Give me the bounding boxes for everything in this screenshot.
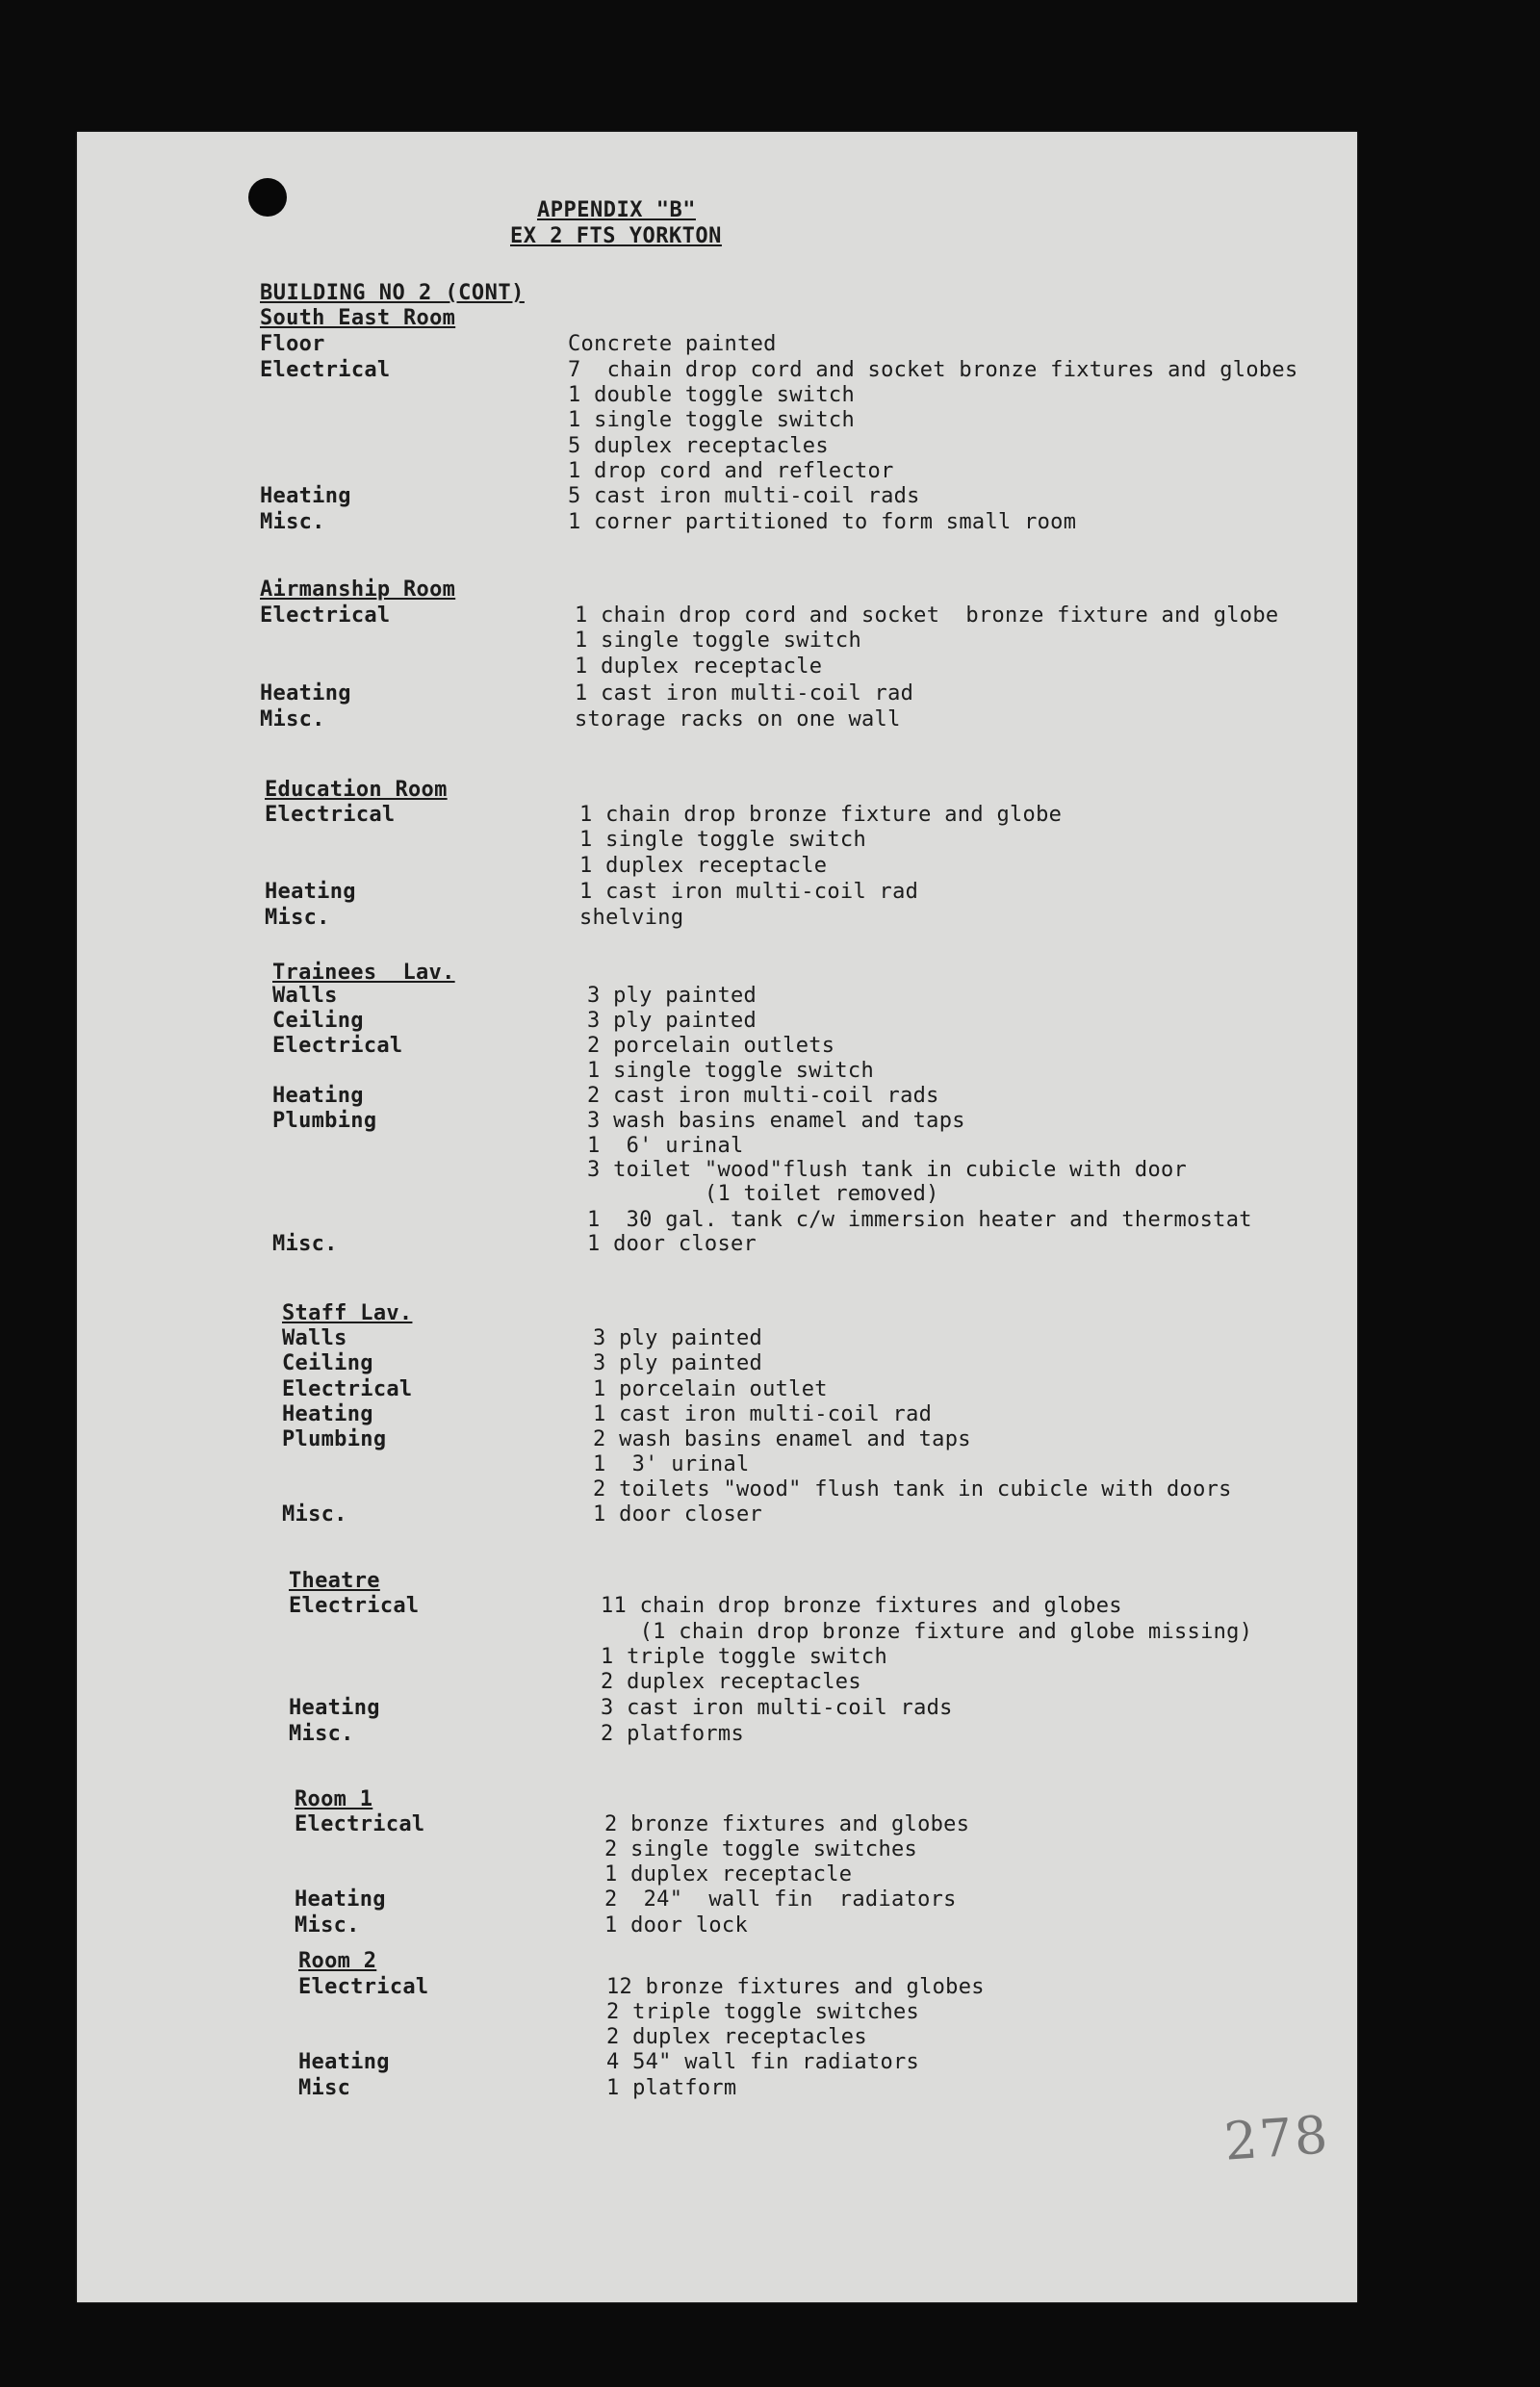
appendix-subtitle: EX 2 FTS YORKTON xyxy=(510,224,722,248)
row-value: 1 door lock xyxy=(604,1913,748,1938)
row-value: 1 porcelain outlet xyxy=(593,1377,828,1401)
row-label: Electrical xyxy=(260,603,391,628)
appendix-title: APPENDIX "B" xyxy=(537,198,696,222)
section-heading: Room 2 xyxy=(298,1949,377,1973)
row-label: Heating xyxy=(272,1084,364,1108)
row-value: 2 platforms xyxy=(601,1722,744,1746)
section-heading: Airmanship Room xyxy=(260,578,456,602)
row-label: Walls xyxy=(272,984,338,1008)
row-value: 3 ply painted xyxy=(593,1326,763,1350)
row-label: Walls xyxy=(282,1326,347,1350)
row-label: Electrical xyxy=(282,1377,413,1401)
row-value: 1 duplex receptacle xyxy=(604,1862,853,1886)
section-heading: Staff Lav. xyxy=(282,1301,413,1325)
row-label: Electrical xyxy=(289,1594,420,1618)
row-label: Ceiling xyxy=(272,1009,364,1033)
row-label: Heating xyxy=(289,1696,380,1720)
row-value: 3 ply painted xyxy=(587,984,757,1008)
row-label: Heating xyxy=(265,880,356,904)
row-value: shelving xyxy=(579,906,684,930)
row-label: Electrical xyxy=(272,1034,403,1058)
row-value: 1 platform xyxy=(606,2076,737,2100)
row-value: (1 chain drop bronze fixture and globe missing) xyxy=(601,1620,1253,1644)
row-value: 1 double toggle switch xyxy=(568,383,855,407)
row-value: 2 triple toggle switches xyxy=(606,2000,920,2024)
row-label: Misc. xyxy=(265,906,330,930)
row-label: Heating xyxy=(282,1402,373,1426)
row-value: 3 wash basins enamel and taps xyxy=(587,1109,965,1133)
row-value: 1 single toggle switch xyxy=(575,629,861,653)
row-label: Heating xyxy=(260,484,351,508)
row-value: 11 chain drop bronze fixtures and globes xyxy=(601,1594,1122,1618)
row-value: 1 30 gal. tank c/w immersion heater and thermostat xyxy=(587,1208,1252,1232)
row-value: 12 bronze fixtures and globes xyxy=(606,1975,985,1999)
row-value: 1 duplex receptacle xyxy=(575,654,823,679)
punch-hole xyxy=(248,178,287,217)
row-label: Electrical xyxy=(260,358,391,382)
row-value: 2 bronze fixtures and globes xyxy=(604,1812,970,1836)
row-label: Misc xyxy=(298,2076,351,2100)
section-heading: Room 1 xyxy=(295,1787,373,1811)
row-value: storage racks on one wall xyxy=(575,707,901,732)
row-label: Heating xyxy=(295,1887,386,1912)
row-value: 5 duplex receptacles xyxy=(568,434,829,458)
row-label: Misc. xyxy=(260,707,325,732)
row-label: Electrical xyxy=(295,1812,425,1836)
section-heading: Trainees Lav. xyxy=(272,961,455,985)
row-value: 4 54" wall fin radiators xyxy=(606,2050,920,2074)
row-label: Electrical xyxy=(298,1975,429,1999)
row-value: 1 cast iron multi-coil rad xyxy=(593,1402,933,1426)
row-label: Floor xyxy=(260,332,325,356)
row-value: 1 chain drop bronze fixture and globe xyxy=(579,803,1063,827)
row-label: Plumbing xyxy=(282,1427,387,1451)
row-label: Heating xyxy=(298,2050,390,2074)
row-value: 3 cast iron multi-coil rads xyxy=(601,1696,953,1720)
row-value: 3 toilet "wood"flush tank in cubicle with door xyxy=(587,1158,1188,1182)
row-value: 1 single toggle switch xyxy=(568,408,855,432)
row-value: 2 single toggle switches xyxy=(604,1837,918,1861)
row-value: 2 24" wall fin radiators xyxy=(604,1887,957,1912)
row-value: 2 duplex receptacles xyxy=(601,1670,861,1694)
row-value: 1 6' urinal xyxy=(587,1134,744,1158)
row-value: 1 duplex receptacle xyxy=(579,854,828,878)
row-value: 1 single toggle switch xyxy=(579,828,866,852)
row-value: 2 cast iron multi-coil rads xyxy=(587,1084,939,1108)
row-value: (1 toilet removed) xyxy=(587,1182,939,1206)
section-heading: South East Room xyxy=(260,306,456,330)
row-value: 1 triple toggle switch xyxy=(601,1645,887,1669)
row-value: 1 single toggle switch xyxy=(587,1059,874,1083)
row-value: 3 ply painted xyxy=(587,1009,757,1033)
row-value: 1 cast iron multi-coil rad xyxy=(579,880,919,904)
row-value: 2 porcelain outlets xyxy=(587,1034,835,1058)
row-label: Plumbing xyxy=(272,1109,377,1133)
row-label: Misc. xyxy=(260,510,325,534)
row-label: Misc. xyxy=(272,1232,338,1256)
row-value: 7 chain drop cord and socket bronze fixtures and globes xyxy=(568,358,1298,382)
row-value: Concrete painted xyxy=(568,332,777,356)
page-number: 278 xyxy=(1221,2104,1332,2172)
row-value: 1 corner partitioned to form small room xyxy=(568,510,1077,534)
row-value: 5 cast iron multi-coil rads xyxy=(568,484,920,508)
row-label: Misc. xyxy=(289,1722,354,1746)
row-label: Electrical xyxy=(265,803,396,827)
building-heading: BUILDING NO 2 (CONT) xyxy=(260,281,525,305)
row-value: 1 drop cord and reflector xyxy=(568,459,894,483)
row-value: 2 wash basins enamel and taps xyxy=(593,1427,971,1451)
row-value: 1 cast iron multi-coil rad xyxy=(575,681,914,706)
row-value: 1 chain drop cord and socket bronze fixture and globe xyxy=(575,603,1279,628)
row-value: 2 toilets "wood" flush tank in cubicle with doors xyxy=(593,1477,1232,1502)
row-label: Misc. xyxy=(295,1913,360,1938)
row-label: Ceiling xyxy=(282,1351,373,1375)
row-value: 2 duplex receptacles xyxy=(606,2025,867,2049)
row-value: 1 door closer xyxy=(593,1502,763,1527)
row-value: 3 ply painted xyxy=(593,1351,763,1375)
row-label: Misc. xyxy=(282,1502,347,1527)
row-value: 1 3' urinal xyxy=(593,1452,750,1476)
row-value: 1 door closer xyxy=(587,1232,757,1256)
row-label: Heating xyxy=(260,681,351,706)
section-heading: Theatre xyxy=(289,1569,380,1593)
section-heading: Education Room xyxy=(265,778,448,802)
